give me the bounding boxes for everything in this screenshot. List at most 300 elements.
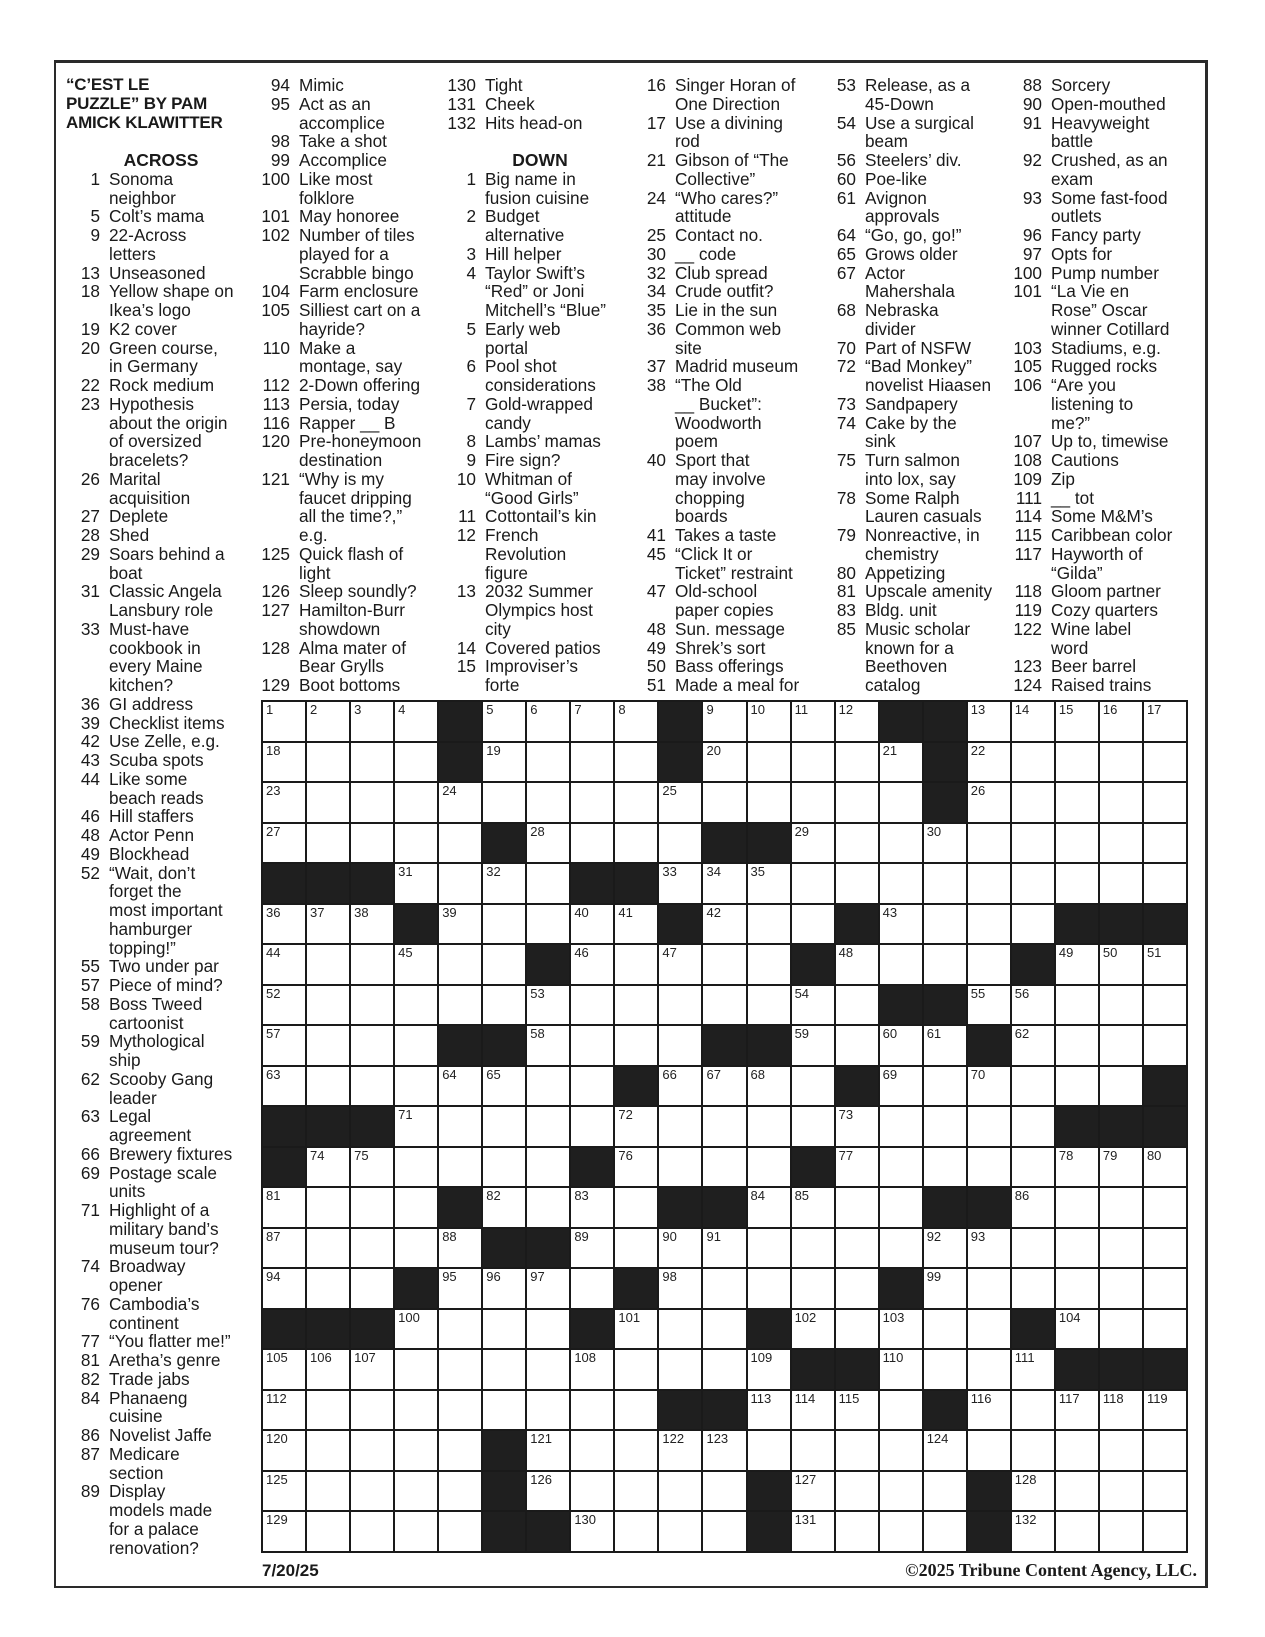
grid-cell-r19-c7[interactable] <box>571 1472 613 1511</box>
grid-cell-r18-c10[interactable] <box>703 1431 745 1470</box>
grid-cell-r6-c14[interactable] <box>880 945 922 984</box>
across-clue-82[interactable] <box>66 1370 256 1389</box>
down-clue-24[interactable] <box>640 189 830 227</box>
across-clue-46[interactable] <box>66 807 256 826</box>
grid-cell-r10-c6[interactable] <box>527 1107 569 1146</box>
grid-cell-r17-c16[interactable] <box>968 1391 1010 1430</box>
grid-cell-r10-c4[interactable] <box>439 1107 481 1146</box>
grid-cell-r13-c18[interactable] <box>1056 1229 1098 1268</box>
grid-cell-r15-c9[interactable] <box>659 1310 701 1349</box>
grid-cell-r18-c9[interactable] <box>659 1431 701 1470</box>
grid-cell-r11-c8[interactable] <box>615 1148 657 1187</box>
down-clue-48[interactable] <box>640 620 830 639</box>
grid-cell-r2-c13[interactable] <box>836 783 878 822</box>
down-clue-1[interactable] <box>440 170 630 208</box>
grid-cell-r20-c10[interactable] <box>703 1512 745 1551</box>
grid-cell-r11-c5[interactable] <box>483 1148 525 1187</box>
grid-cell-r18-c20[interactable] <box>1144 1431 1186 1470</box>
grid-cell-r15-c10[interactable] <box>703 1310 745 1349</box>
down-clue-49[interactable] <box>640 639 830 658</box>
down-clue-12[interactable] <box>440 526 630 582</box>
crossword-grid[interactable] <box>261 700 1188 1553</box>
grid-cell-r9-c12[interactable] <box>792 1067 834 1106</box>
grid-cell-r7-c19[interactable] <box>1100 986 1142 1025</box>
grid-cell-r8-c8[interactable] <box>615 1026 657 1065</box>
grid-cell-r13-c7[interactable] <box>571 1229 613 1268</box>
across-clue-33[interactable] <box>66 620 256 695</box>
grid-cell-r18-c8[interactable] <box>615 1431 657 1470</box>
grid-cell-r16-c16[interactable] <box>968 1350 1010 1389</box>
grid-cell-r5-c4[interactable] <box>439 905 481 944</box>
grid-cell-r15-c4[interactable] <box>439 1310 481 1349</box>
grid-cell-r3-c19[interactable] <box>1100 824 1142 863</box>
across-clue-5[interactable] <box>66 207 256 226</box>
grid-cell-r11-c6[interactable] <box>527 1148 569 1187</box>
grid-cell-r10-c5[interactable] <box>483 1107 525 1146</box>
down-clue-124[interactable] <box>1002 676 1207 695</box>
grid-cell-r9-c9[interactable] <box>659 1067 701 1106</box>
grid-cell-r18-c19[interactable] <box>1100 1431 1142 1470</box>
grid-cell-r8-c0[interactable] <box>263 1026 305 1065</box>
down-clue-81[interactable] <box>834 582 1024 601</box>
down-clue-68[interactable] <box>834 301 1024 339</box>
grid-cell-r4-c3[interactable] <box>395 864 437 903</box>
grid-cell-r19-c19[interactable] <box>1100 1472 1142 1511</box>
grid-cell-r11-c16[interactable] <box>968 1148 1010 1187</box>
grid-cell-r8-c12[interactable] <box>792 1026 834 1065</box>
grid-cell-r2-c12[interactable] <box>792 783 834 822</box>
grid-cell-r3-c17[interactable] <box>1012 824 1054 863</box>
grid-cell-r3-c13[interactable] <box>836 824 878 863</box>
grid-cell-r17-c11[interactable] <box>748 1391 790 1430</box>
down-clue-7[interactable] <box>440 395 630 433</box>
across-clue-94[interactable] <box>255 76 445 95</box>
grid-cell-r13-c3[interactable] <box>395 1229 437 1268</box>
grid-cell-r10-c16[interactable] <box>968 1107 1010 1146</box>
grid-cell-r0-c8[interactable] <box>615 702 657 741</box>
grid-cell-r18-c6[interactable] <box>527 1431 569 1470</box>
grid-cell-r19-c8[interactable] <box>615 1472 657 1511</box>
across-clue-121[interactable] <box>255 470 445 545</box>
down-clue-32[interactable] <box>640 264 830 283</box>
grid-cell-r1-c18[interactable] <box>1056 743 1098 782</box>
across-clue-44[interactable] <box>66 770 256 808</box>
grid-cell-r13-c16[interactable] <box>968 1229 1010 1268</box>
across-clue-87[interactable] <box>66 1445 256 1483</box>
grid-cell-r15-c8[interactable] <box>615 1310 657 1349</box>
grid-cell-r3-c15[interactable] <box>924 824 966 863</box>
grid-cell-r7-c8[interactable] <box>615 986 657 1025</box>
grid-cell-r11-c9[interactable] <box>659 1148 701 1187</box>
across-clue-28[interactable] <box>66 526 256 545</box>
grid-cell-r20-c12[interactable] <box>792 1512 834 1551</box>
grid-cell-r17-c0[interactable] <box>263 1391 305 1430</box>
grid-cell-r1-c14[interactable] <box>880 743 922 782</box>
grid-cell-r0-c0[interactable] <box>263 702 305 741</box>
grid-cell-r7-c13[interactable] <box>836 986 878 1025</box>
across-clue-74[interactable] <box>66 1257 256 1295</box>
down-clue-88[interactable] <box>1002 76 1207 95</box>
grid-cell-r11-c19[interactable] <box>1100 1148 1142 1187</box>
grid-cell-r17-c19[interactable] <box>1100 1391 1142 1430</box>
grid-cell-r4-c4[interactable] <box>439 864 481 903</box>
grid-cell-r11-c18[interactable] <box>1056 1148 1098 1187</box>
grid-cell-r4-c10[interactable] <box>703 864 745 903</box>
grid-cell-r0-c12[interactable] <box>792 702 834 741</box>
down-clue-10[interactable] <box>440 470 630 508</box>
down-clue-117[interactable] <box>1002 545 1207 583</box>
down-clue-108[interactable] <box>1002 451 1207 470</box>
grid-cell-r12-c8[interactable] <box>615 1188 657 1227</box>
down-clue-11[interactable] <box>440 507 630 526</box>
grid-cell-r6-c7[interactable] <box>571 945 613 984</box>
grid-cell-r1-c17[interactable] <box>1012 743 1054 782</box>
grid-cell-r4-c20[interactable] <box>1144 864 1186 903</box>
grid-cell-r4-c11[interactable] <box>748 864 790 903</box>
down-clue-56[interactable] <box>834 151 1024 170</box>
grid-cell-r16-c14[interactable] <box>880 1350 922 1389</box>
grid-cell-r3-c4[interactable] <box>439 824 481 863</box>
grid-cell-r14-c12[interactable] <box>792 1269 834 1308</box>
grid-cell-r19-c15[interactable] <box>924 1472 966 1511</box>
grid-cell-r3-c18[interactable] <box>1056 824 1098 863</box>
down-clue-96[interactable] <box>1002 226 1207 245</box>
across-clue-95[interactable] <box>255 95 445 133</box>
down-clue-60[interactable] <box>834 170 1024 189</box>
down-clue-100[interactable] <box>1002 264 1207 283</box>
grid-cell-r8-c20[interactable] <box>1144 1026 1186 1065</box>
down-clue-115[interactable] <box>1002 526 1207 545</box>
grid-cell-r14-c17[interactable] <box>1012 1269 1054 1308</box>
grid-cell-r1-c5[interactable] <box>483 743 525 782</box>
down-clue-37[interactable] <box>640 357 830 376</box>
grid-cell-r3-c20[interactable] <box>1144 824 1186 863</box>
grid-cell-r2-c20[interactable] <box>1144 783 1186 822</box>
grid-cell-r9-c11[interactable] <box>748 1067 790 1106</box>
grid-cell-r11-c14[interactable] <box>880 1148 922 1187</box>
grid-cell-r14-c18[interactable] <box>1056 1269 1098 1308</box>
grid-cell-r17-c18[interactable] <box>1056 1391 1098 1430</box>
grid-cell-r12-c11[interactable] <box>748 1188 790 1227</box>
grid-cell-r16-c11[interactable] <box>748 1350 790 1389</box>
across-clue-55[interactable] <box>66 957 256 976</box>
grid-cell-r12-c17[interactable] <box>1012 1188 1054 1227</box>
down-clue-75[interactable] <box>834 451 1024 489</box>
grid-cell-r7-c10[interactable] <box>703 986 745 1025</box>
down-clue-30[interactable] <box>640 245 830 264</box>
across-clue-43[interactable] <box>66 751 256 770</box>
grid-cell-r7-c17[interactable] <box>1012 986 1054 1025</box>
down-clue-83[interactable] <box>834 601 1024 620</box>
grid-cell-r7-c6[interactable] <box>527 986 569 1025</box>
across-clue-22[interactable] <box>66 376 256 395</box>
grid-cell-r14-c13[interactable] <box>836 1269 878 1308</box>
grid-cell-r6-c13[interactable] <box>836 945 878 984</box>
grid-cell-r7-c5[interactable] <box>483 986 525 1025</box>
grid-cell-r18-c1[interactable] <box>307 1431 349 1470</box>
down-clue-51[interactable] <box>640 676 830 695</box>
grid-cell-r16-c15[interactable] <box>924 1350 966 1389</box>
grid-cell-r19-c4[interactable] <box>439 1472 481 1511</box>
down-clue-53[interactable] <box>834 76 1024 114</box>
grid-cell-r17-c4[interactable] <box>439 1391 481 1430</box>
down-clue-118[interactable] <box>1002 582 1207 601</box>
grid-cell-r14-c7[interactable] <box>571 1269 613 1308</box>
grid-cell-r6-c0[interactable] <box>263 945 305 984</box>
grid-cell-r19-c1[interactable] <box>307 1472 349 1511</box>
down-clue-6[interactable] <box>440 357 630 395</box>
across-clue-27[interactable] <box>66 507 256 526</box>
across-clue-113[interactable] <box>255 395 445 414</box>
grid-cell-r19-c0[interactable] <box>263 1472 305 1511</box>
grid-cell-r13-c15[interactable] <box>924 1229 966 1268</box>
grid-cell-r1-c2[interactable] <box>351 743 393 782</box>
grid-cell-r7-c4[interactable] <box>439 986 481 1025</box>
grid-cell-r6-c10[interactable] <box>703 945 745 984</box>
grid-cell-r8-c14[interactable] <box>880 1026 922 1065</box>
grid-cell-r13-c4[interactable] <box>439 1229 481 1268</box>
grid-cell-r17-c12[interactable] <box>792 1391 834 1430</box>
grid-cell-r15-c5[interactable] <box>483 1310 525 1349</box>
grid-cell-r20-c13[interactable] <box>836 1512 878 1551</box>
grid-cell-r15-c19[interactable] <box>1100 1310 1142 1349</box>
grid-cell-r10-c12[interactable] <box>792 1107 834 1146</box>
grid-cell-r2-c6[interactable] <box>527 783 569 822</box>
grid-cell-r5-c15[interactable] <box>924 905 966 944</box>
across-clue-84[interactable] <box>66 1389 256 1427</box>
grid-cell-r2-c18[interactable] <box>1056 783 1098 822</box>
grid-cell-r3-c8[interactable] <box>615 824 657 863</box>
across-clue-120[interactable] <box>255 432 445 470</box>
across-clue-59[interactable] <box>66 1032 256 1070</box>
down-clue-35[interactable] <box>640 301 830 320</box>
grid-cell-r6-c19[interactable] <box>1100 945 1142 984</box>
across-clue-20[interactable] <box>66 339 256 377</box>
grid-cell-r0-c19[interactable] <box>1100 702 1142 741</box>
grid-cell-r20-c17[interactable] <box>1012 1512 1054 1551</box>
grid-cell-r18-c14[interactable] <box>880 1431 922 1470</box>
grid-cell-r2-c10[interactable] <box>703 783 745 822</box>
grid-cell-r17-c2[interactable] <box>351 1391 393 1430</box>
grid-cell-r14-c10[interactable] <box>703 1269 745 1308</box>
grid-cell-r10-c15[interactable] <box>924 1107 966 1146</box>
grid-cell-r1-c6[interactable] <box>527 743 569 782</box>
grid-cell-r20-c19[interactable] <box>1100 1512 1142 1551</box>
grid-cell-r6-c1[interactable] <box>307 945 349 984</box>
down-clue-9[interactable] <box>440 451 630 470</box>
grid-cell-r6-c18[interactable] <box>1056 945 1098 984</box>
down-clue-92[interactable] <box>1002 151 1207 189</box>
across-clue-63[interactable] <box>66 1107 256 1145</box>
grid-cell-r17-c7[interactable] <box>571 1391 613 1430</box>
grid-cell-r13-c0[interactable] <box>263 1229 305 1268</box>
grid-cell-r18-c0[interactable] <box>263 1431 305 1470</box>
grid-cell-r9-c5[interactable] <box>483 1067 525 1106</box>
grid-cell-r10-c17[interactable] <box>1012 1107 1054 1146</box>
grid-cell-r0-c18[interactable] <box>1056 702 1098 741</box>
down-clue-111[interactable] <box>1002 489 1207 508</box>
grid-cell-r18-c13[interactable] <box>836 1431 878 1470</box>
grid-cell-r19-c18[interactable] <box>1056 1472 1098 1511</box>
grid-cell-r19-c13[interactable] <box>836 1472 878 1511</box>
grid-cell-r13-c12[interactable] <box>792 1229 834 1268</box>
down-clue-34[interactable] <box>640 282 830 301</box>
grid-cell-r11-c20[interactable] <box>1144 1148 1186 1187</box>
grid-cell-r19-c17[interactable] <box>1012 1472 1054 1511</box>
across-clue-62[interactable] <box>66 1070 256 1108</box>
across-clue-29[interactable] <box>66 545 256 583</box>
grid-cell-r7-c16[interactable] <box>968 986 1010 1025</box>
grid-cell-r12-c12[interactable] <box>792 1188 834 1227</box>
grid-cell-r17-c6[interactable] <box>527 1391 569 1430</box>
grid-cell-r5-c0[interactable] <box>263 905 305 944</box>
grid-cell-r12-c13[interactable] <box>836 1188 878 1227</box>
across-clue-116[interactable] <box>255 414 445 433</box>
down-clue-109[interactable] <box>1002 470 1207 489</box>
grid-cell-r5-c14[interactable] <box>880 905 922 944</box>
grid-cell-r15-c14[interactable] <box>880 1310 922 1349</box>
grid-cell-r2-c14[interactable] <box>880 783 922 822</box>
grid-cell-r10-c9[interactable] <box>659 1107 701 1146</box>
grid-cell-r12-c5[interactable] <box>483 1188 525 1227</box>
grid-cell-r17-c17[interactable] <box>1012 1391 1054 1430</box>
grid-cell-r16-c8[interactable] <box>615 1350 657 1389</box>
grid-cell-r16-c17[interactable] <box>1012 1350 1054 1389</box>
down-clue-8[interactable] <box>440 432 630 451</box>
across-clue-69[interactable] <box>66 1164 256 1202</box>
grid-cell-r16-c4[interactable] <box>439 1350 481 1389</box>
grid-cell-r6-c16[interactable] <box>968 945 1010 984</box>
grid-cell-r20-c20[interactable] <box>1144 1512 1186 1551</box>
grid-cell-r8-c13[interactable] <box>836 1026 878 1065</box>
grid-cell-r8-c17[interactable] <box>1012 1026 1054 1065</box>
down-clue-54[interactable] <box>834 114 1024 152</box>
across-clue-57[interactable] <box>66 976 256 995</box>
grid-cell-r2-c9[interactable] <box>659 783 701 822</box>
across-clue-101[interactable] <box>255 207 445 226</box>
grid-cell-r19-c9[interactable] <box>659 1472 701 1511</box>
grid-cell-r13-c17[interactable] <box>1012 1229 1054 1268</box>
across-clue-112[interactable] <box>255 376 445 395</box>
grid-cell-r9-c19[interactable] <box>1100 1067 1142 1106</box>
grid-cell-r18-c12[interactable] <box>792 1431 834 1470</box>
down-clue-25[interactable] <box>640 226 830 245</box>
grid-cell-r5-c16[interactable] <box>968 905 1010 944</box>
grid-cell-r13-c11[interactable] <box>748 1229 790 1268</box>
grid-cell-r2-c7[interactable] <box>571 783 613 822</box>
grid-cell-r6-c5[interactable] <box>483 945 525 984</box>
down-clue-16[interactable] <box>640 76 830 114</box>
down-clue-67[interactable] <box>834 264 1024 302</box>
grid-cell-r5-c1[interactable] <box>307 905 349 944</box>
down-clue-50[interactable] <box>640 657 830 676</box>
down-clue-80[interactable] <box>834 564 1024 583</box>
grid-cell-r2-c2[interactable] <box>351 783 393 822</box>
down-clue-4[interactable] <box>440 264 630 320</box>
grid-cell-r10-c13[interactable] <box>836 1107 878 1146</box>
grid-cell-r7-c12[interactable] <box>792 986 834 1025</box>
grid-cell-r20-c7[interactable] <box>571 1512 613 1551</box>
grid-cell-r15-c16[interactable] <box>968 1310 1010 1349</box>
across-clue-110[interactable] <box>255 339 445 377</box>
down-clue-36[interactable] <box>640 320 830 358</box>
grid-cell-r6-c2[interactable] <box>351 945 393 984</box>
down-clue-103[interactable] <box>1002 339 1207 358</box>
grid-cell-r4-c5[interactable] <box>483 864 525 903</box>
grid-cell-r8-c6[interactable] <box>527 1026 569 1065</box>
across-clue-26[interactable] <box>66 470 256 508</box>
grid-cell-r19-c20[interactable] <box>1144 1472 1186 1511</box>
grid-cell-r11-c4[interactable] <box>439 1148 481 1187</box>
grid-cell-r7-c1[interactable] <box>307 986 349 1025</box>
grid-cell-r20-c2[interactable] <box>351 1512 393 1551</box>
grid-cell-r6-c15[interactable] <box>924 945 966 984</box>
grid-cell-r1-c7[interactable] <box>571 743 613 782</box>
grid-cell-r1-c3[interactable] <box>395 743 437 782</box>
grid-cell-r6-c11[interactable] <box>748 945 790 984</box>
grid-cell-r15-c12[interactable] <box>792 1310 834 1349</box>
grid-cell-r12-c0[interactable] <box>263 1188 305 1227</box>
down-clue-122[interactable] <box>1002 620 1207 658</box>
across-clue-13[interactable] <box>66 264 256 283</box>
across-clue-99[interactable] <box>255 151 445 170</box>
across-clue-9[interactable] <box>66 226 256 264</box>
grid-cell-r2-c11[interactable] <box>748 783 790 822</box>
grid-cell-r14-c2[interactable] <box>351 1269 393 1308</box>
grid-cell-r7-c11[interactable] <box>748 986 790 1025</box>
across-clue-49[interactable] <box>66 845 256 864</box>
grid-cell-r5-c5[interactable] <box>483 905 525 944</box>
down-clue-91[interactable] <box>1002 114 1207 152</box>
grid-cell-r9-c15[interactable] <box>924 1067 966 1106</box>
grid-cell-r20-c0[interactable] <box>263 1512 305 1551</box>
down-clue-38[interactable] <box>640 376 830 451</box>
grid-cell-r0-c5[interactable] <box>483 702 525 741</box>
down-clue-64[interactable] <box>834 226 1024 245</box>
grid-cell-r14-c11[interactable] <box>748 1269 790 1308</box>
grid-cell-r19-c2[interactable] <box>351 1472 393 1511</box>
grid-cell-r14-c6[interactable] <box>527 1269 569 1308</box>
grid-cell-r3-c16[interactable] <box>968 824 1010 863</box>
grid-cell-r19-c10[interactable] <box>703 1472 745 1511</box>
across-clue-19[interactable] <box>66 320 256 339</box>
down-clue-74[interactable] <box>834 414 1024 452</box>
across-clue-76[interactable] <box>66 1295 256 1333</box>
grid-cell-r0-c1[interactable] <box>307 702 349 741</box>
grid-cell-r20-c3[interactable] <box>395 1512 437 1551</box>
grid-cell-r4-c17[interactable] <box>1012 864 1054 903</box>
grid-cell-r1-c13[interactable] <box>836 743 878 782</box>
grid-cell-r15-c6[interactable] <box>527 1310 569 1349</box>
grid-cell-r8-c3[interactable] <box>395 1026 437 1065</box>
down-clue-85[interactable] <box>834 620 1024 695</box>
grid-cell-r3-c1[interactable] <box>307 824 349 863</box>
grid-cell-r16-c2[interactable] <box>351 1350 393 1389</box>
down-clue-21[interactable] <box>640 151 830 189</box>
grid-cell-r10-c11[interactable] <box>748 1107 790 1146</box>
down-clue-65[interactable] <box>834 245 1024 264</box>
grid-cell-r4-c9[interactable] <box>659 864 701 903</box>
grid-cell-r20-c4[interactable] <box>439 1512 481 1551</box>
across-clue-36[interactable] <box>66 695 256 714</box>
down-clue-90[interactable] <box>1002 95 1207 114</box>
across-clue-48[interactable] <box>66 826 256 845</box>
across-clue-132[interactable] <box>440 114 630 133</box>
across-clue-129[interactable] <box>255 676 445 695</box>
grid-cell-r0-c20[interactable] <box>1144 702 1186 741</box>
grid-cell-r1-c11[interactable] <box>748 743 790 782</box>
grid-cell-r5-c7[interactable] <box>571 905 613 944</box>
